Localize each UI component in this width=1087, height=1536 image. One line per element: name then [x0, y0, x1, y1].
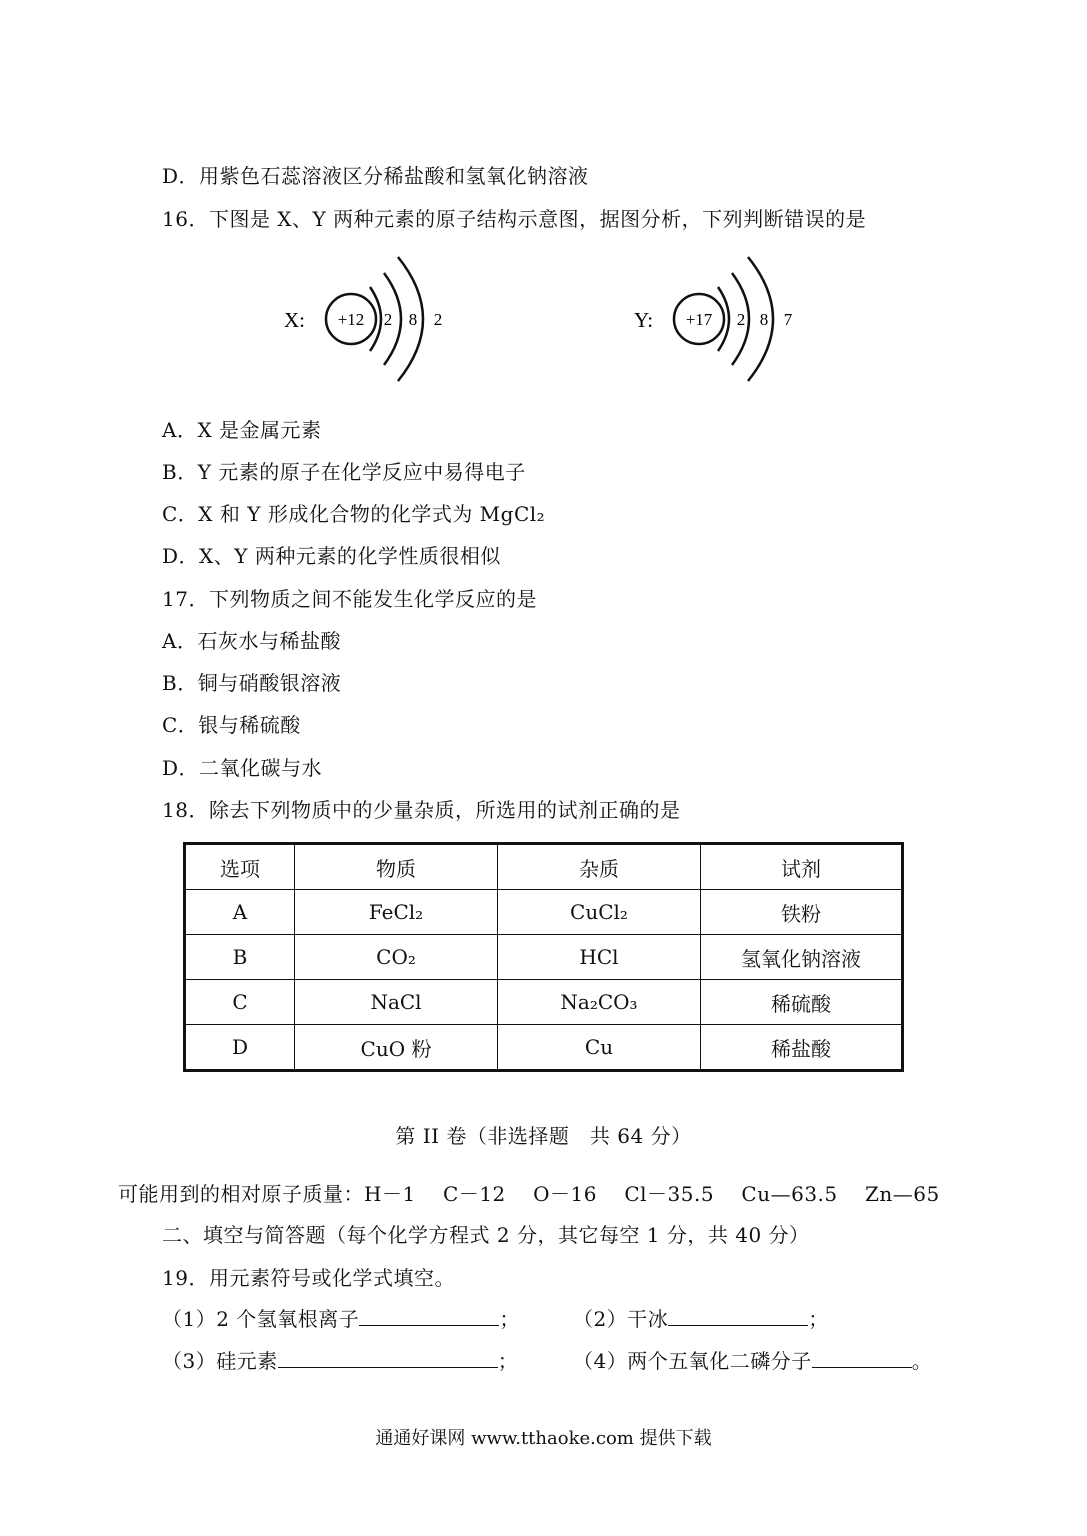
atom-x-nucleus-charge: +12	[337, 310, 365, 329]
q17-option-b: B．铜与硝酸银溶液	[162, 671, 342, 695]
q16-option-a: A．X 是金属元素	[162, 418, 322, 442]
atom-x-shell-2-electrons: 8	[408, 310, 418, 329]
table-cell-impurity: Na₂CO₃	[498, 980, 701, 1025]
table-cell-impurity: HCl	[498, 935, 701, 980]
atom-y-shell-2-electrons: 8	[759, 310, 769, 329]
section-title: 第 II 卷（非选择题 共 64 分）	[395, 1124, 692, 1148]
table-row	[185, 890, 903, 935]
table-cell-substance: CuO 粉	[295, 1025, 498, 1071]
table-cell-impurity: Cu	[498, 1025, 701, 1071]
q19-item-1	[162, 1303, 520, 1332]
table-header-row	[185, 844, 903, 890]
table-cell-reagent: 稀硫酸	[701, 980, 903, 1025]
q16-option-b: B．Y 元素的原子在化学反应中易得电子	[162, 460, 526, 484]
table-cell-option: A	[185, 890, 295, 935]
q19-item-2-label: （2）干冰	[573, 1307, 669, 1331]
table-cell-option: C	[185, 980, 295, 1025]
table-header-reagent: 试剂	[701, 844, 903, 890]
q19-item-3-end: ；	[497, 1349, 519, 1373]
atom-x-diagram	[270, 245, 470, 399]
q15-option-d: D．用紫色石蕊溶液区分稀盐酸和氢氧化钠溶液	[162, 164, 589, 188]
table-header-impurity: 杂质	[498, 844, 701, 890]
q19-item-3	[162, 1345, 518, 1374]
q19-item-4	[573, 1345, 932, 1374]
q17-option-d: D．二氧化碳与水	[162, 756, 323, 780]
q18-table	[183, 842, 904, 1072]
table-row	[185, 935, 903, 980]
q19-item-2-end: ；	[808, 1307, 829, 1331]
q19-item-4-end: 。	[911, 1349, 933, 1373]
q16-option-d: D．X、Y 两种元素的化学性质很相似	[162, 544, 501, 568]
atom-x-label: X:	[284, 308, 305, 332]
table-cell-substance: CO₂	[295, 935, 498, 980]
table-cell-impurity: CuCl₂	[498, 890, 701, 935]
atom-y-label: Y:	[634, 308, 654, 332]
table-row	[185, 980, 903, 1025]
table-row	[185, 1025, 903, 1071]
table-header-substance: 物质	[295, 844, 498, 890]
atom-y-nucleus-charge: +17	[685, 310, 713, 329]
q19-item-3-label: （3）硅元素	[162, 1349, 278, 1373]
atom-y-shell-1-electrons: 2	[736, 310, 746, 329]
q19-stem: 19．用元素符号或化学式填空。	[162, 1266, 455, 1290]
part-title: 二、填空与简答题（每个化学方程式 2 分，其它每空 1 分，共 40 分）	[162, 1223, 810, 1247]
q17-option-a: A．石灰水与稀盐酸	[162, 629, 341, 653]
q19-item-2-blank[interactable]	[668, 1307, 808, 1326]
q17-stem: 17．下列物质之间不能发生化学反应的是	[162, 587, 537, 611]
atom-y-diagram	[620, 245, 820, 399]
q16-stem: 16．下图是 X、Y 两种元素的原子结构示意图，据图分析，下列判断错误的是	[162, 207, 867, 231]
q19-item-4-blank[interactable]	[812, 1349, 912, 1368]
atomic-masses: 可能用到的相对原子质量：H－1 C－12 O－16 Cl－35.5 Cu—63.5 Zn—65	[118, 1182, 940, 1206]
q19-item-1-label: （1）2 个氢氧根离子	[162, 1307, 360, 1331]
q19-item-4-label: （4）两个五氧化二磷分子	[573, 1349, 812, 1373]
atom-x-shell-1-electrons: 2	[383, 310, 393, 329]
table-cell-option: B	[185, 935, 295, 980]
atom-y-shell-3-electrons: 7	[783, 310, 793, 329]
q17-option-c: C．银与稀硫酸	[162, 713, 301, 737]
q18-stem: 18．除去下列物质中的少量杂质，所选用的试剂正确的是	[162, 798, 681, 822]
table-cell-reagent: 铁粉	[701, 890, 903, 935]
q19-item-1-end: ；	[499, 1307, 520, 1331]
table-cell-option: D	[185, 1025, 295, 1071]
atom-x-shell-3-electrons: 2	[433, 310, 443, 329]
table-cell-reagent: 氢氧化钠溶液	[701, 935, 903, 980]
q19-item-3-blank[interactable]	[278, 1349, 498, 1368]
q16-option-c: C．X 和 Y 形成化合物的化学式为 MgCl₂	[162, 502, 546, 526]
q19-item-1-blank[interactable]	[359, 1307, 499, 1326]
footer-text: 通通好课网 www.tthaoke.com 提供下载	[375, 1428, 712, 1449]
table-cell-substance: FeCl₂	[295, 890, 498, 935]
q19-item-2	[573, 1303, 829, 1332]
table-header-option: 选项	[185, 844, 295, 890]
table-cell-substance: NaCl	[295, 980, 498, 1025]
table-cell-reagent: 稀盐酸	[701, 1025, 903, 1071]
